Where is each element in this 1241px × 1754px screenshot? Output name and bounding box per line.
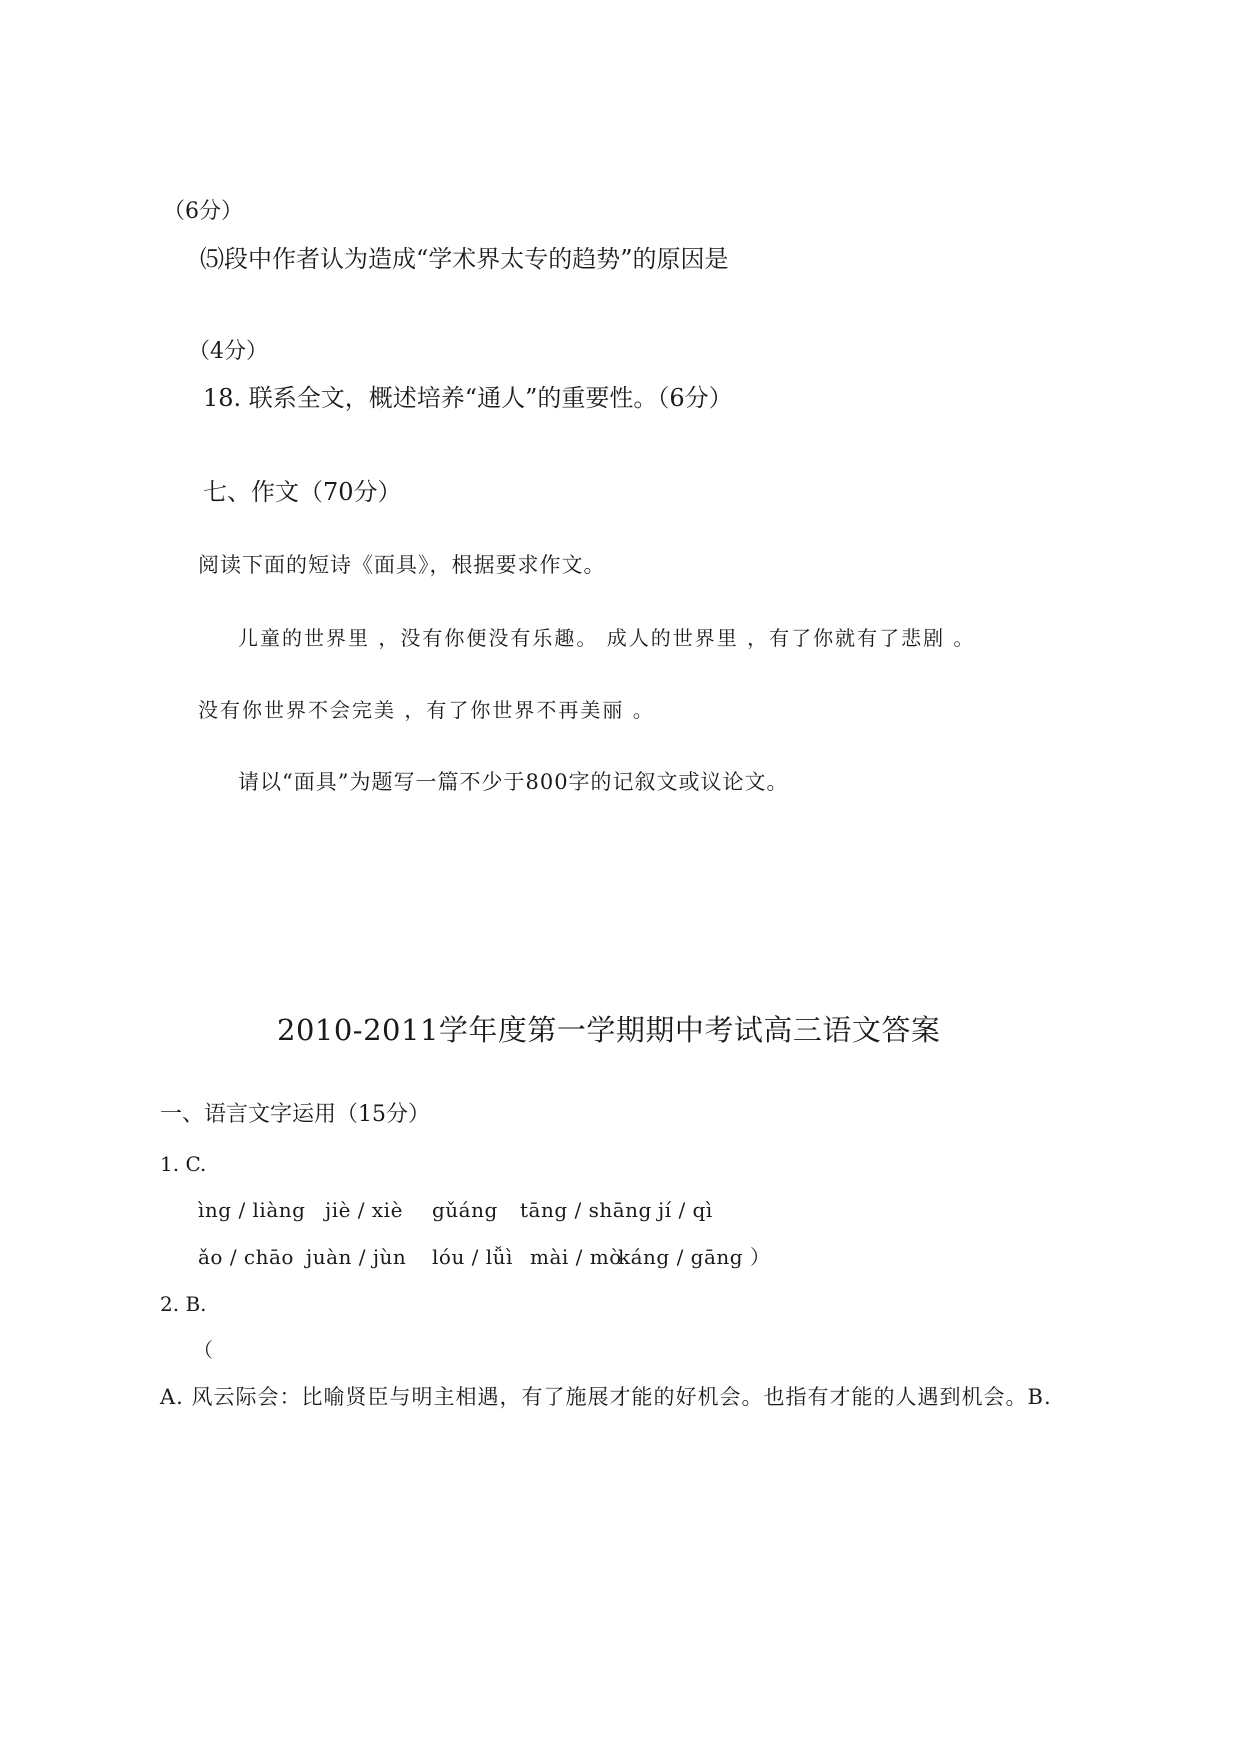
pinyin-item: jiè / xiè [325,1198,403,1222]
idiom-explanation: A. 风云际会：比喻贤臣与明主相遇，有了施展才能的好机会。也指有才能的人遇到机会。B. [160,1385,1052,1409]
pinyin-item: ìng / liàng [198,1198,306,1222]
question-18: 18. 联系全文，概述培养“通人”的重要性。（6分） [203,384,733,412]
open-parenthesis: （ [193,1338,213,1362]
score-six: （6分） [163,199,243,224]
pinyin-item: lóu / lǚì [432,1245,513,1269]
composition-heading: 七、作文（70分） [203,478,402,506]
answer-section-1: 一、语言文字运用（15分） [160,1102,430,1127]
pinyin-item: ǎo / chāo [198,1245,294,1269]
answer-2: 2. B. [160,1292,207,1316]
pinyin-item: mài / mò [530,1245,622,1269]
pinyin-item: gǔáng [432,1198,498,1222]
composition-instruction: 阅读下面的短诗《面具》，根据要求作文。 [198,553,606,577]
composition-requirement: 请以“面具”为题写一篇不少于800字的记叙文或议论文。 [238,770,789,794]
pinyin-item: káng / gāng ） [618,1245,771,1269]
poem-line-1: 儿童的世界里 ，没有你便没有乐趣。 成人的世界里 ，有了你就有了悲剧 。 [238,626,976,650]
answer-1: 1. C. [160,1152,207,1176]
score-four: （4分） [188,339,268,364]
pinyin-item: juàn / jùn [306,1245,407,1269]
answer-title: 2010-2011学年度第一学期期中考试高三语文答案 [277,1013,941,1047]
pinyin-item: jí / qì [658,1198,713,1222]
poem-line-2: 没有你世界不会完美 ，有了你世界不再美丽 。 [198,698,655,722]
question-5-paragraph: ⑸段中作者认为造成“学术界太专的趋势”的原因是 [200,245,729,273]
pinyin-item: tāng / shāng [520,1198,652,1222]
